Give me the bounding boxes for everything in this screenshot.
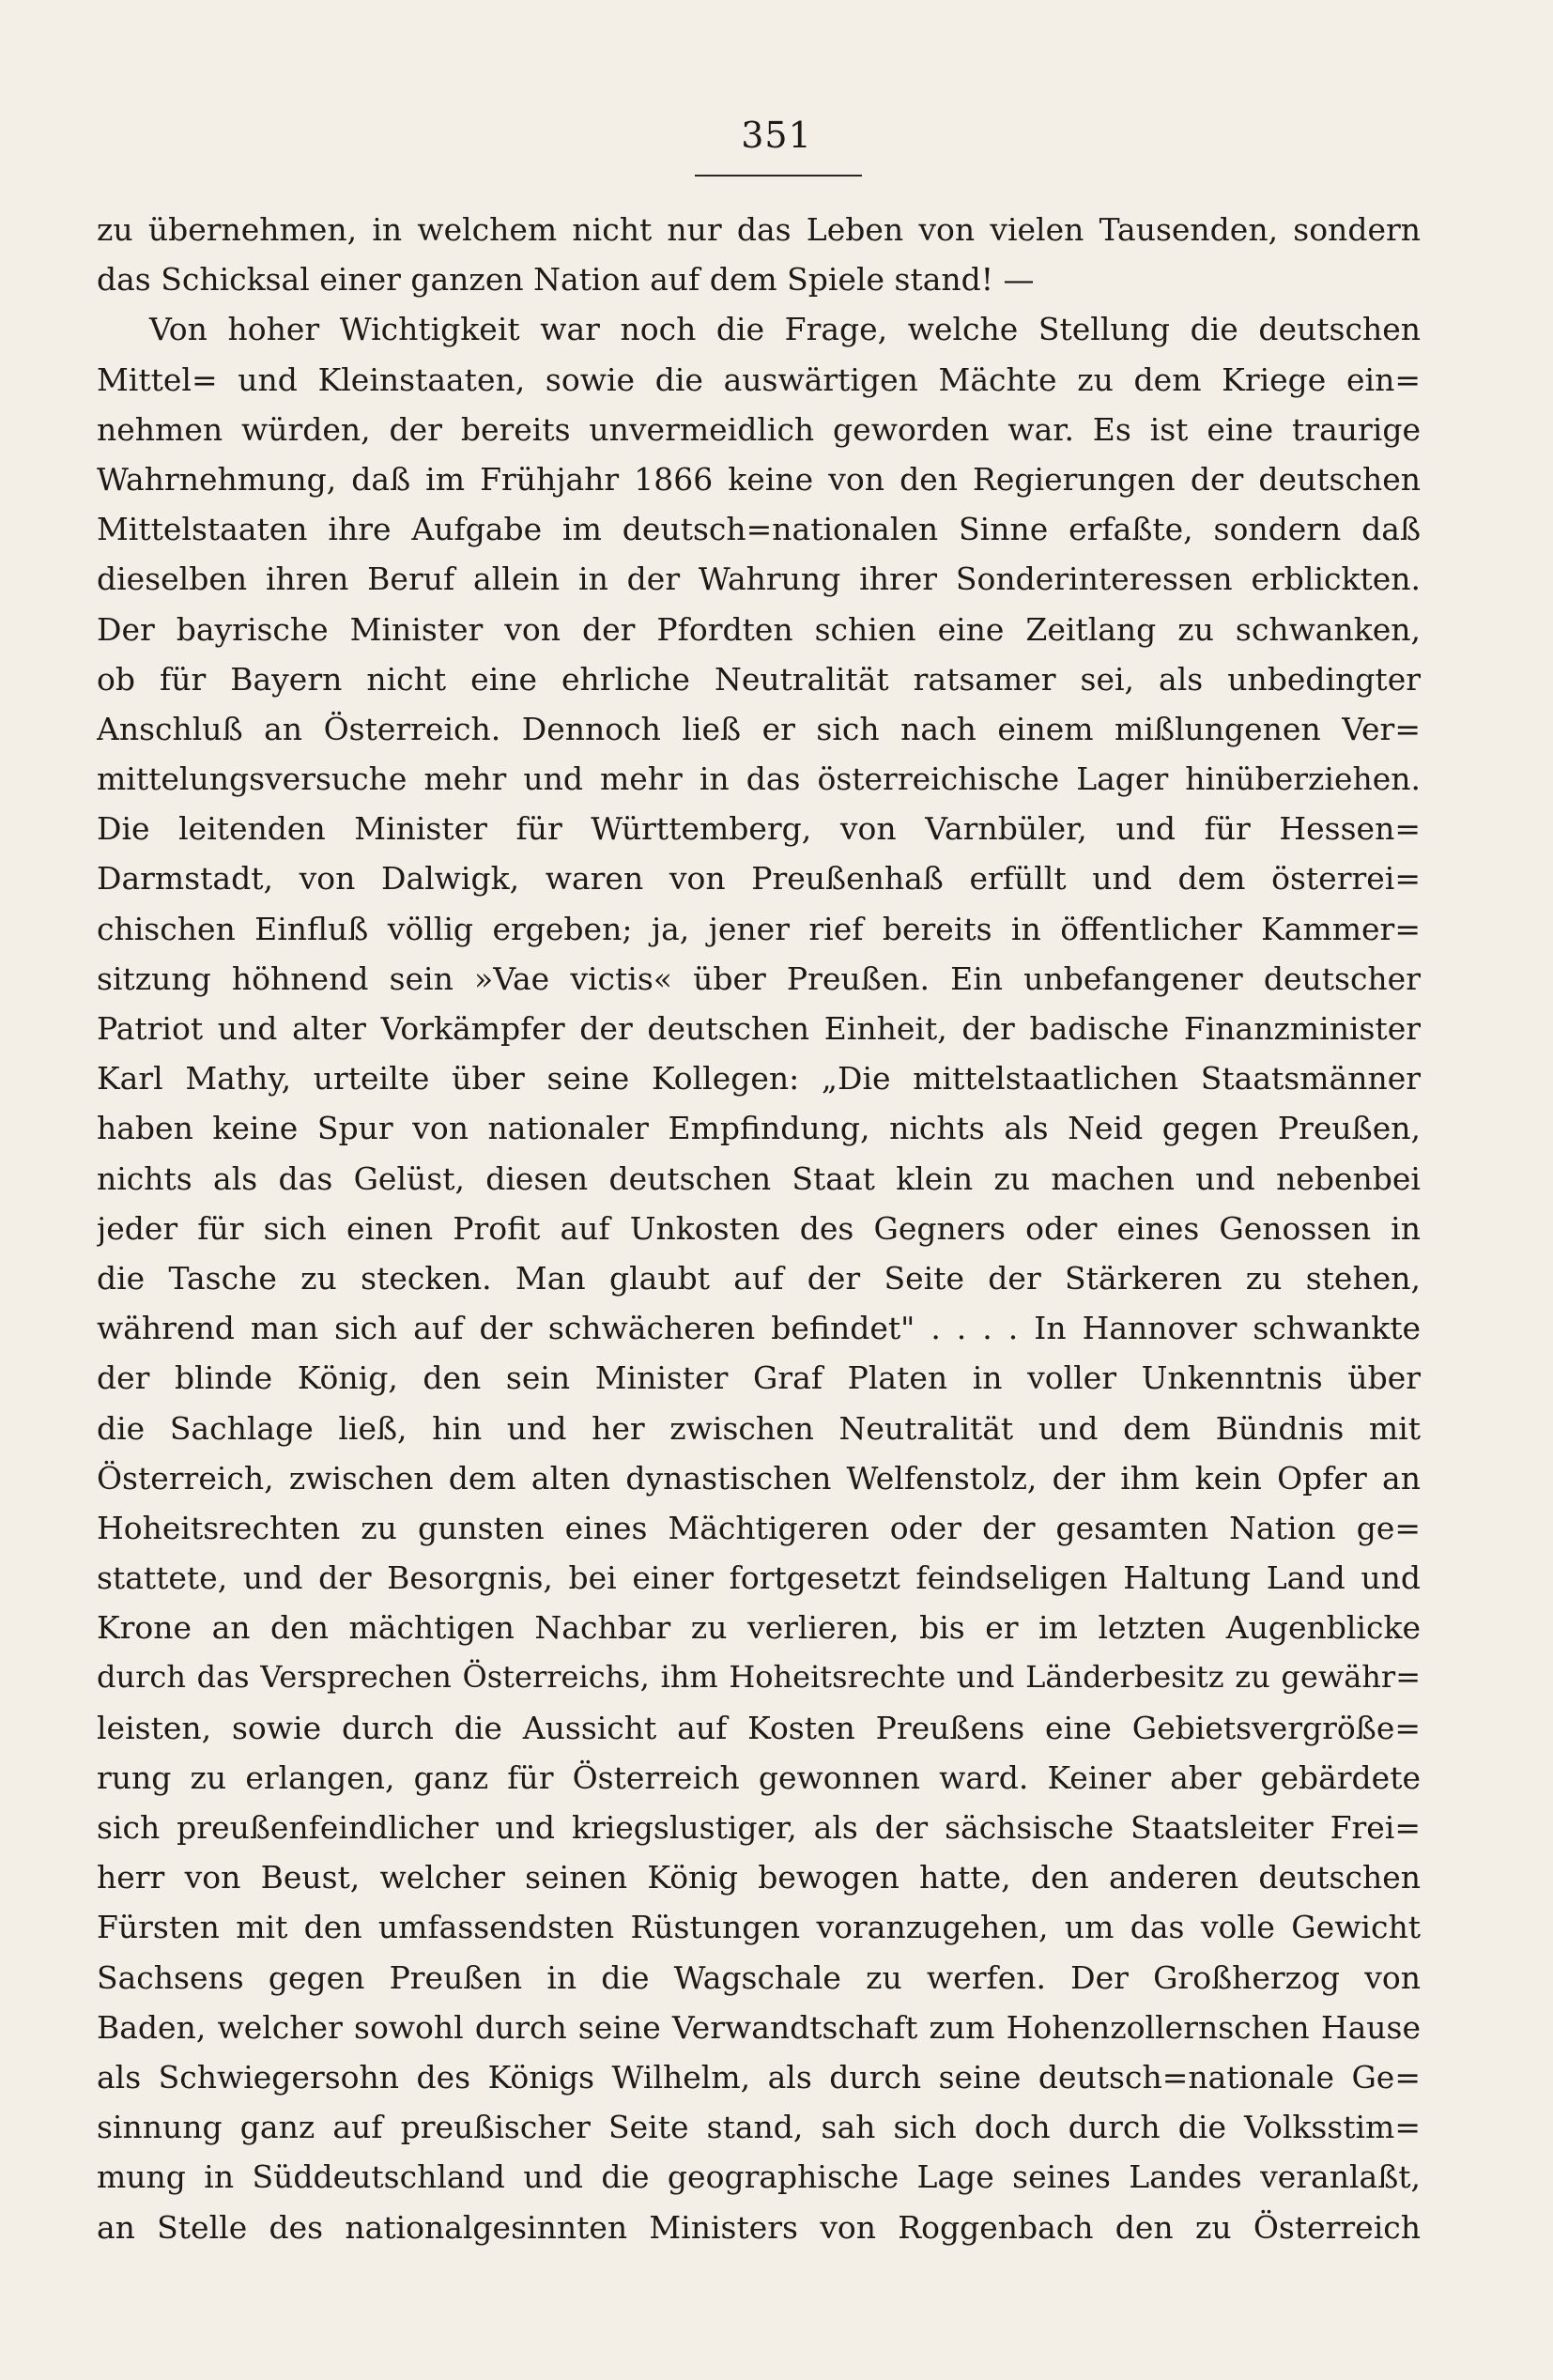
text-line: Mittelstaaten ihre Aufgabe im deutsch=nationalen Sinne erfaßte, sondern daß [97,511,1421,548]
text-line: nichts als das Gelüst, diesen deutschen Staat klein zu machen und nebenbei [97,1159,1421,1197]
text-line: Die leitenden Minister für Württemberg, von Varnbüler, und für Hessen= [97,810,1421,848]
text-line: sitzung höhnend sein »Vae victis« über Preußen. Ein unbefangener deutscher [97,960,1421,997]
text-line: leisten, sowie durch die Aussicht auf Kosten Preußens eine Gebietsvergröße= [97,1709,1421,1746]
text-line: Karl Mathy, urteilte über seine Kollegen: „Die mittelstaatlichen Staatsmänner [97,1060,1421,1098]
text-line: haben keine Spur von nationaler Empfindung, nichts als Neid gegen Preußen, [97,1110,1421,1147]
text-line: sinnung ganz auf preußischer Seite stand, sah sich doch durch die Volksstim= [97,2109,1421,2146]
text-line: mung in Süddeutschland und die geographische Lage seines Landes veranlaßt, [97,2158,1421,2196]
text-line: die Sachlage ließ, hin und her zwischen Neutralität und dem Bündnis mit [97,1409,1421,1447]
text-line: das Schicksal einer ganzen Nation auf dem Spiele stand! — [97,261,1035,299]
text-line: chischen Einfluß völlig ergeben; ja, jener rief bereits in öffentlicher Kammer= [97,910,1421,947]
text-line: Darmstadt, von Dalwigk, waren von Preußenhaß erfüllt und dem österrei= [97,860,1421,898]
text-line: sich preußenfeindlicher und kriegslustiger, als der sächsische Staatsleiter Frei= [97,1809,1421,1846]
text-line: durch das Versprechen Österreichs, ihm Hoheitsrechte und Länderbesitz zu gewähr= [97,1659,1421,1696]
text-line: nehmen würden, der bereits unvermeidlich geworden war. Es ist eine traurige [97,410,1421,448]
text-line: die Tasche zu stecken. Man glaubt auf der Seite der Stärkeren zu stehen, [97,1259,1421,1297]
text-line: Der bayrische Minister von der Pfordten schien eine Zeitlang zu schwanken, [97,610,1421,648]
text-line: Krone an den mächtigen Nachbar zu verlieren, bis er im letzten Augenblicke [97,1609,1421,1647]
text-line: ob für Bayern nicht eine ehrliche Neutralität ratsamer sei, als unbedingter [97,660,1421,698]
text-line: Österreich, zwischen dem alten dynastischen Welfenstolz, der ihm kein Opfer an [97,1459,1421,1497]
text-line: Anschluß an Österreich. Dennoch ließ er sich nach einem mißlungenen Ver= [97,710,1421,747]
text-line: als Schwiegersohn des Königs Wilhelm, als durch seine deutsch=nationale Ge= [97,2058,1421,2096]
text-line: Baden, welcher sowohl durch seine Verwandtschaft zum Hohenzollernschen Hause [97,2008,1421,2046]
body-text [97,205,1421,2252]
text-line: Patriot und alter Vorkämpfer der deutschen Einheit, der badische Finanzminister [97,1010,1421,1047]
text-line: Sachsens gegen Preußen in die Wagschale zu werfen. Der Großherzog von [97,1958,1421,1996]
text-line: Fürsten mit den umfassendsten Rüstungen voranzugehen, um das volle Gewicht [97,1909,1421,1946]
text-line: an Stelle des nationalgesinnten Ministers von Roggenbach den zu Österreich [97,2208,1421,2246]
text-line: herr von Beust, welcher seinen König bewogen hatte, den anderen deutschen [97,1859,1421,1896]
page-number: 351 [741,115,812,156]
text-line: stattete, und der Besorgnis, bei einer fortgesetzt feindseligen Haltung Land und [97,1559,1421,1597]
text-line: mittelungsversuche mehr und mehr in das österreichische Lager hinüberziehen. [97,760,1421,798]
text-line: Hoheitsrechten zu gunsten eines Mächtigeren oder der gesamten Nation ge= [97,1509,1421,1546]
header-rule [695,175,862,177]
text-line: während man sich auf der schwächeren befindet" . . . . In Hannover schwankte [97,1310,1421,1347]
text-line: Wahrnehmung, daß im Frühjahr 1866 keine von den Regierungen der deutschen [97,460,1421,498]
text-line: dieselben ihren Beruf allein in der Wahrung ihrer Sonderinteressen erblickten. [97,560,1421,598]
text-line: rung zu erlangen, ganz für Österreich gewonnen ward. Keiner aber gebärdete [97,1758,1421,1796]
text-line: der blinde König, den sein Minister Graf Platen in voller Unkenntnis über [97,1359,1421,1397]
text-line: zu übernehmen, in welchem nicht nur das Leben von vielen Tausenden, sondern [97,211,1421,248]
text-line: jeder für sich einen Profit auf Unkosten des Gegners oder eines Genossen in [97,1209,1421,1247]
text-line: Mittel= und Kleinstaaten, sowie die auswärtigen Mächte zu dem Kriege ein= [97,361,1421,398]
text-line: Von hoher Wichtigkeit war noch die Frage, welche Stellung die deutschen [149,311,1421,348]
